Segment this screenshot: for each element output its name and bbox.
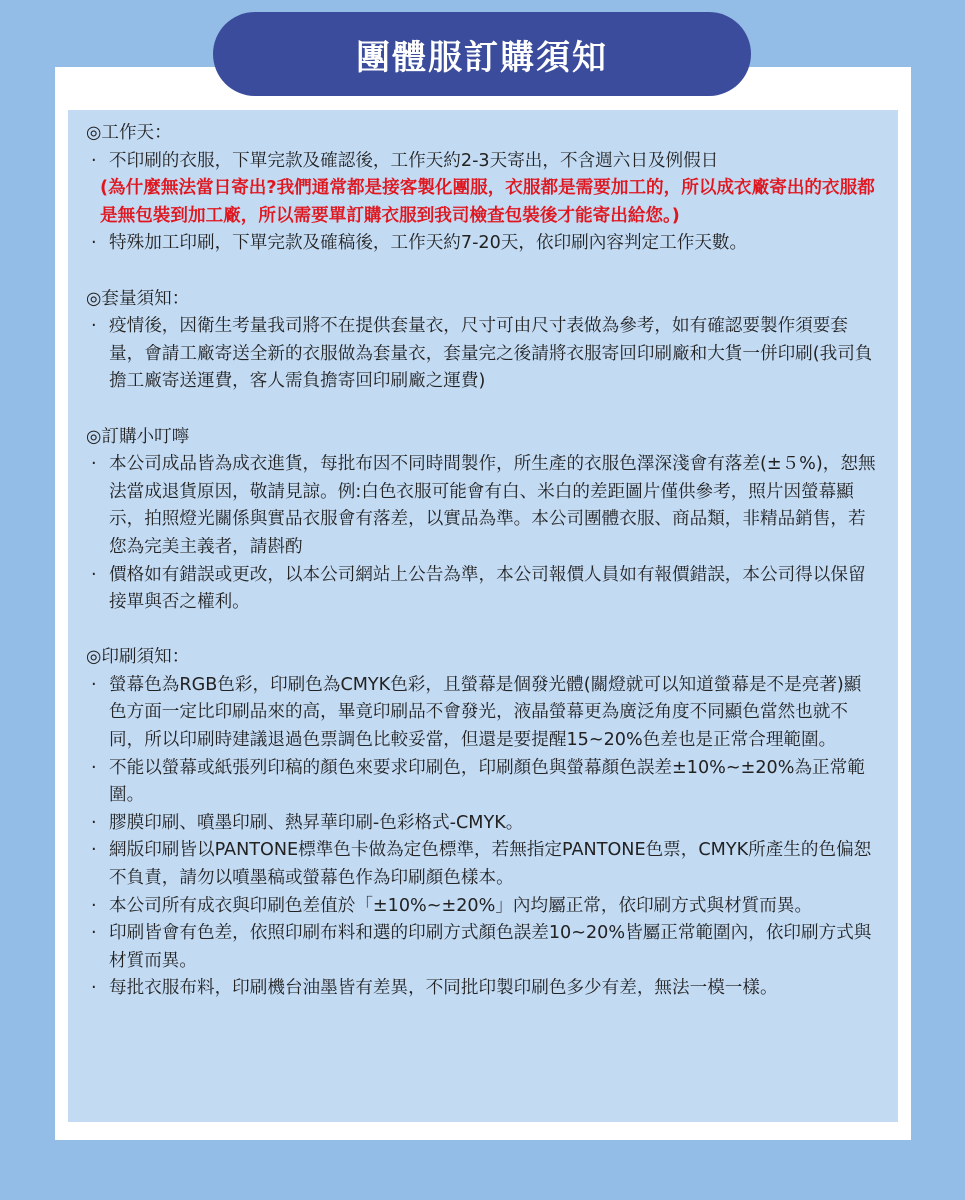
- notice-section: [86, 286, 876, 396]
- item-text: 不能以螢幕或紙張列印稿的顏色來要求印刷色，印刷顏色與螢幕顏色誤差±10%~±20%為正常範圍。: [109, 757, 865, 806]
- bullet-icon: ·: [91, 757, 97, 778]
- item-text: 本公司成品皆為成衣進貨，每批布因不同時間製作，所生產的衣服色澤深淺會有落差(±５%)，恕無法當成退貨原因，敬請見諒。例:白色衣服可能會有白、米白的差距圖片僅供參考，照片因螢幕顯示，拍照燈光關係與實品衣服會有落差，以實品為準。本公司團體衣服、商品類，非精品銷售，若您為完美主義者，請斟酌: [109, 454, 876, 557]
- bullet-icon: ·: [91, 923, 97, 944]
- bullet-item: [86, 837, 876, 892]
- item-text: 網版印刷皆以PANTONE標準色卡做為定色標準，若無指定PANTONE色票，CMYK所產生的色偏恕不負責，請勿以噴墨稿或螢幕色作為印刷顏色樣本。: [109, 840, 872, 889]
- bullet-item: [86, 810, 876, 838]
- section-heading: ◎套量須知：: [86, 288, 190, 309]
- bullet-icon: ·: [91, 674, 97, 695]
- section-heading: ◎工作天：: [86, 123, 172, 143]
- item-text: 價格如有錯誤或更改，以本公司網站上公告為準，本公司報價人員如有報價錯誤，本公司得以保留接單與否之權利。: [109, 564, 866, 613]
- section-heading: ◎印刷須知：: [86, 647, 190, 668]
- bullet-item: [86, 562, 876, 617]
- item-text: 不印刷的衣服，下單完款及確認後，工作天約2-3天寄出，不含週六日及例假日: [109, 150, 719, 171]
- bullet-item: [86, 672, 876, 755]
- item-text: 每批衣服布料，印刷機台油墨皆有差異，不同批印製印刷色多少有差，無法一模一樣。: [109, 978, 778, 999]
- notice-section: [86, 644, 876, 1003]
- notice-section: [86, 424, 876, 617]
- item-text: 特殊加工印刷，下單完款及確稿後，工作天約7-20天，依印刷內容判定工作天數。: [109, 233, 748, 254]
- bullet-item: [86, 313, 876, 396]
- item-text: 螢幕色為RGB色彩，印刷色為CMYK色彩，且螢幕是個發光體(關燈就可以知道螢幕是不是亮著)顯色方面一定比印刷品來的高，畢竟印刷品不會發光，液晶螢幕更為廣泛角度不同顯色當然也就不同，所以印刷時建議退過色票調色比較妥當，但還是要提醒15~20%色差也是正常合理範圍。: [109, 674, 862, 751]
- bullet-item: [86, 451, 876, 561]
- bullet-icon: ·: [91, 812, 97, 833]
- notice-content: [86, 120, 876, 1031]
- bullet-icon: ·: [91, 454, 97, 475]
- bullet-icon: ·: [91, 895, 97, 916]
- item-text: 疫情後，因衛生考量我司將不在提供套量衣，尺寸可由尺寸表做為參考，如有確認要製作須要套量，會請工廠寄送全新的衣服做為套量衣，套量完之後請將衣服寄回印刷廠和大貨一併印刷(我司負擔工廠寄送運費，客人需負擔寄回印刷廠之運費): [109, 316, 873, 392]
- item-text: 印刷皆會有色差，依照印刷布料和選的印刷方式顏色誤差10~20%皆屬正常範圍內，依印刷方式與材質而異。: [109, 923, 872, 971]
- highlight-note: [86, 175, 876, 230]
- bullet-item: [86, 230, 876, 258]
- bullet-item: [86, 975, 876, 1003]
- item-text: 膠膜印刷、噴墨印刷、熱昇華印刷-色彩格式-CMYK。: [109, 812, 524, 833]
- bullet-icon: ·: [91, 233, 97, 254]
- bullet-icon: ·: [91, 316, 97, 337]
- page-title: 團體服訂購須知: [213, 12, 751, 96]
- item-text: (為什麼無法當日寄出?我們通常都是接客製化團服，衣服都是需要加工的，所以成衣廠寄出的衣服都是無包裝到加工廠，所以需要單訂購衣服到我司檢查包裝後才能寄出給您。): [100, 178, 875, 226]
- bullet-item: [86, 893, 876, 921]
- bullet-icon: ·: [91, 564, 97, 585]
- item-text: 本公司所有成衣與印刷色差值於「±10%~±20%」內均屬正常，依印刷方式與材質而異。: [109, 895, 813, 916]
- bullet-item: [86, 755, 876, 810]
- notice-section: [86, 120, 876, 258]
- bullet-icon: ·: [91, 840, 97, 861]
- bullet-icon: ·: [91, 978, 97, 999]
- bullet-icon: ·: [91, 150, 97, 171]
- section-heading: ◎訂購小叮嚀: [86, 426, 190, 447]
- bullet-item: [86, 148, 876, 176]
- bullet-item: [86, 920, 876, 975]
